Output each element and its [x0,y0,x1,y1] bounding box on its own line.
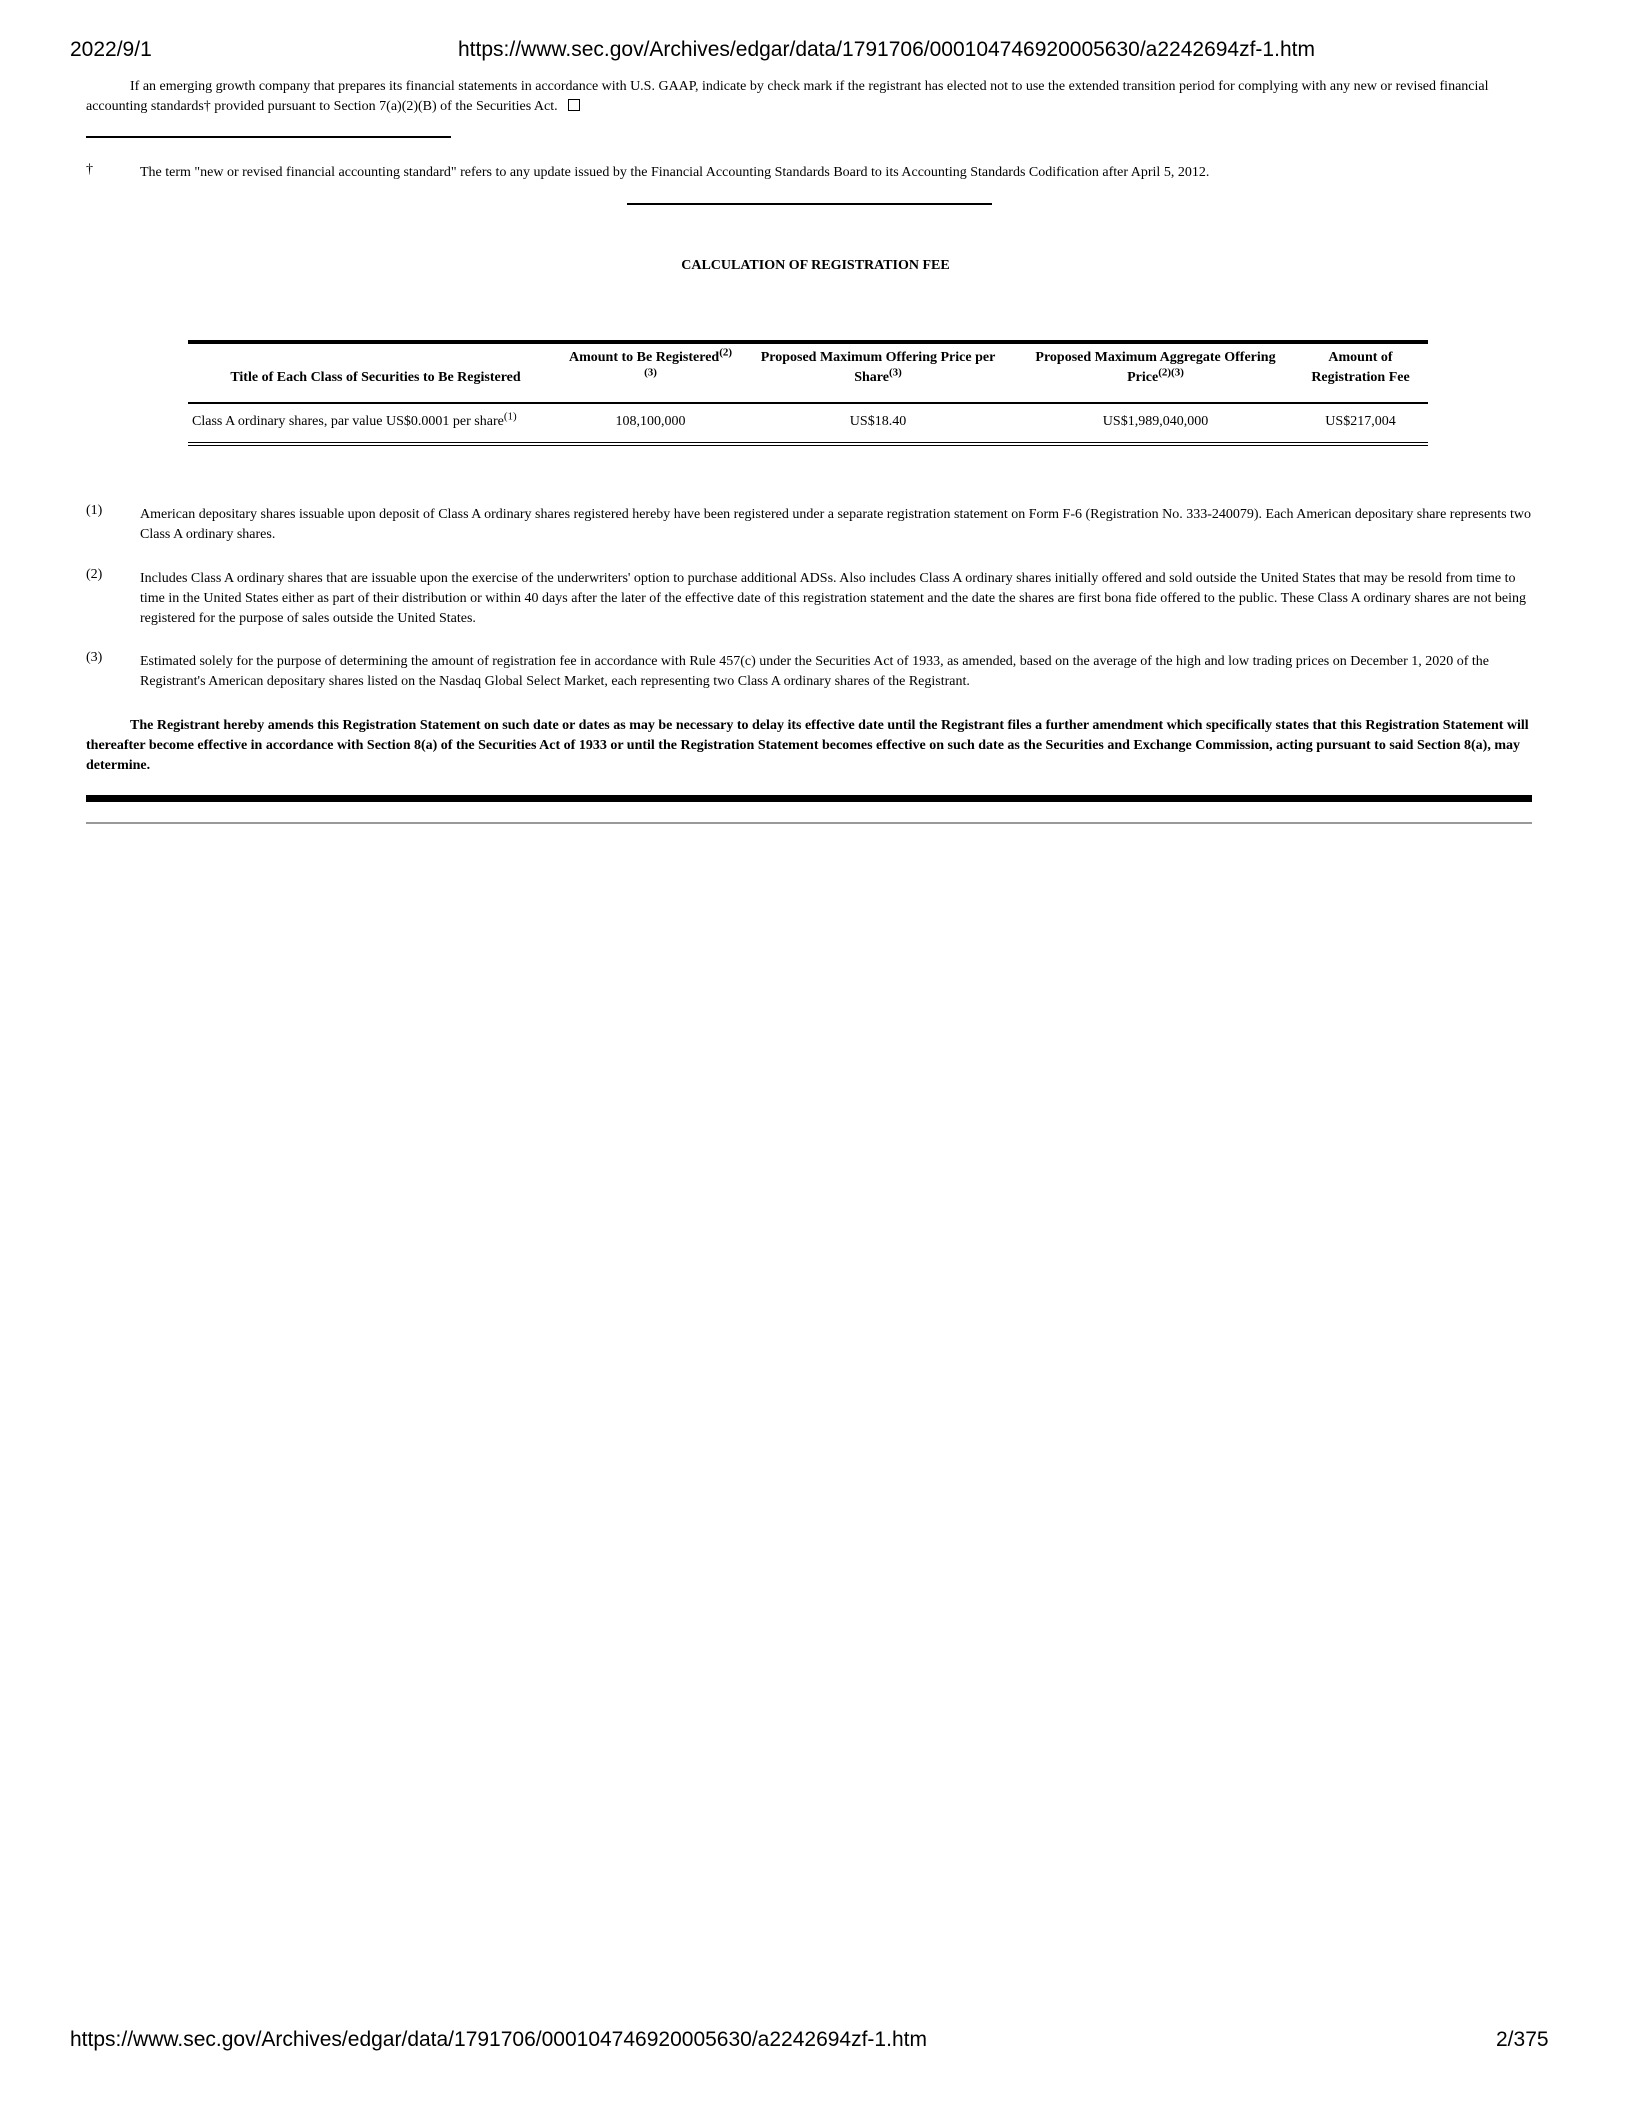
footnote-2-mark: (2) [86,567,103,582]
cell-title-footnote-ref: (1) [503,410,517,423]
cell-amount: 108,100,000 [615,414,686,429]
divider-short [86,136,451,138]
divider-center [627,203,992,205]
cell-price: US$18.40 [849,414,907,429]
header-registration-fee: Amount of Registration Fee [1293,342,1428,403]
header-title-of-securities: Title of Each Class of Securities to Be Registered [188,342,563,403]
divider-thin [86,822,1532,824]
divider-thick [86,795,1532,802]
print-footer-url: https://www.sec.gov/Archives/edgar/data/1791706/000104746920005630/a2242694zf-1.htm [70,2028,927,2051]
footnote-2-text: Includes Class A ordinary shares that are issuable upon the exercise of the underwriters' option to purchase additional ADSs. Also includes Class A ordinary shares initially offered and sold outside the United States that may be resold from time to time in the United States either as part of their distribution or within 40 days after the later of the effective date of this registration statement and the date the shares are first bona fide offered to the public. These Class A ordinary shares are not being registered for the purpose of sales outside the United States. [140,571,1526,626]
amendment-statement: The Registrant hereby amends this Registration Statement on such date or dates as may be necessary to delay its effective date until the Registrant files a further amendment which specifically states that this Registration Statement will thereafter become effective in accordance with Section 8(a) of the Securities Act of 1933 or until the Registration Statement becomes effective on such date as the Securities and Exchange Commission, acting pursuant to said Section 8(a), may determine. [86,718,1529,773]
page-number: 2/375 [1496,2028,1549,2051]
header-aggregate-footnote-ref: (2)(3) [1158,366,1184,379]
header-offering-price: Proposed Maximum Offering Price per Share$^{(3)}$ [738,342,1018,403]
footnote-3-text: Estimated solely for the purpose of determining the amount of registration fee in accordance with Rule 457(c) under the Securities Act of 1933, as amended, based on the average of the high and low trading prices on December 1, 2020 of the Registrant's American depositary shares listed on the Nasdaq Global Select Market, each representing two Class A ordinary shares of the Registrant. [140,654,1490,689]
header-aggregate-price: Proposed Maximum Aggregate Offering Price$^{(2)(3)}$ [1018,342,1293,403]
dagger-mark: † [86,162,93,177]
header-amount-footnote-ref: (2)(3) [644,346,733,379]
table-row [188,403,1428,444]
checkbox-empty [568,99,580,111]
print-date: 2022/9/1 [70,38,152,61]
header-price-footnote-ref: (3) [888,366,902,379]
cell-title: Class A ordinary shares, par value US$0.0001 per share$^{(1)}$ [192,410,517,429]
footnote-1-mark: (1) [86,503,103,518]
header-amount-registered: Amount to Be Registered$^{(2)(3)}$ [563,342,738,403]
fee-table-title: CALCULATION OF REGISTRATION FEE [681,258,950,273]
footnote-3-mark: (3) [86,650,103,665]
emerging-growth-text: If an emerging growth company that prepares its financial statements in accordance with U.S. GAAP, indicate by check mark if the registrant has elected not to use the extended transition period for complying with any new or revised financial accounting standards† provided pursuant to Section 7(a)(2)(B) of the Securities Act. [86,79,1489,114]
print-header-url: https://www.sec.gov/Archives/edgar/data/1791706/000104746920005630/a2242694zf-1.htm [458,38,1315,61]
emerging-growth-paragraph [86,77,1530,117]
dagger-note-text: The term "new or revised financial accounting standard" refers to any update issued by the Financial Accounting Standards Board to its Accounting Standards Codification after April 5, 2012. [140,165,1210,180]
cell-fee: US$217,004 [1325,414,1396,429]
table-header-row [188,342,1428,403]
registration-fee-table [188,340,1428,446]
cell-aggregate: US$1,989,040,000 [1102,414,1209,429]
footnote-1-text: American depositary shares issuable upon deposit of Class A ordinary shares registered hereby have been registered under a separate registration statement on Form F-6 (Registration No. 333-240079). Each American depositary share represents two Class A ordinary shares. [140,507,1532,542]
